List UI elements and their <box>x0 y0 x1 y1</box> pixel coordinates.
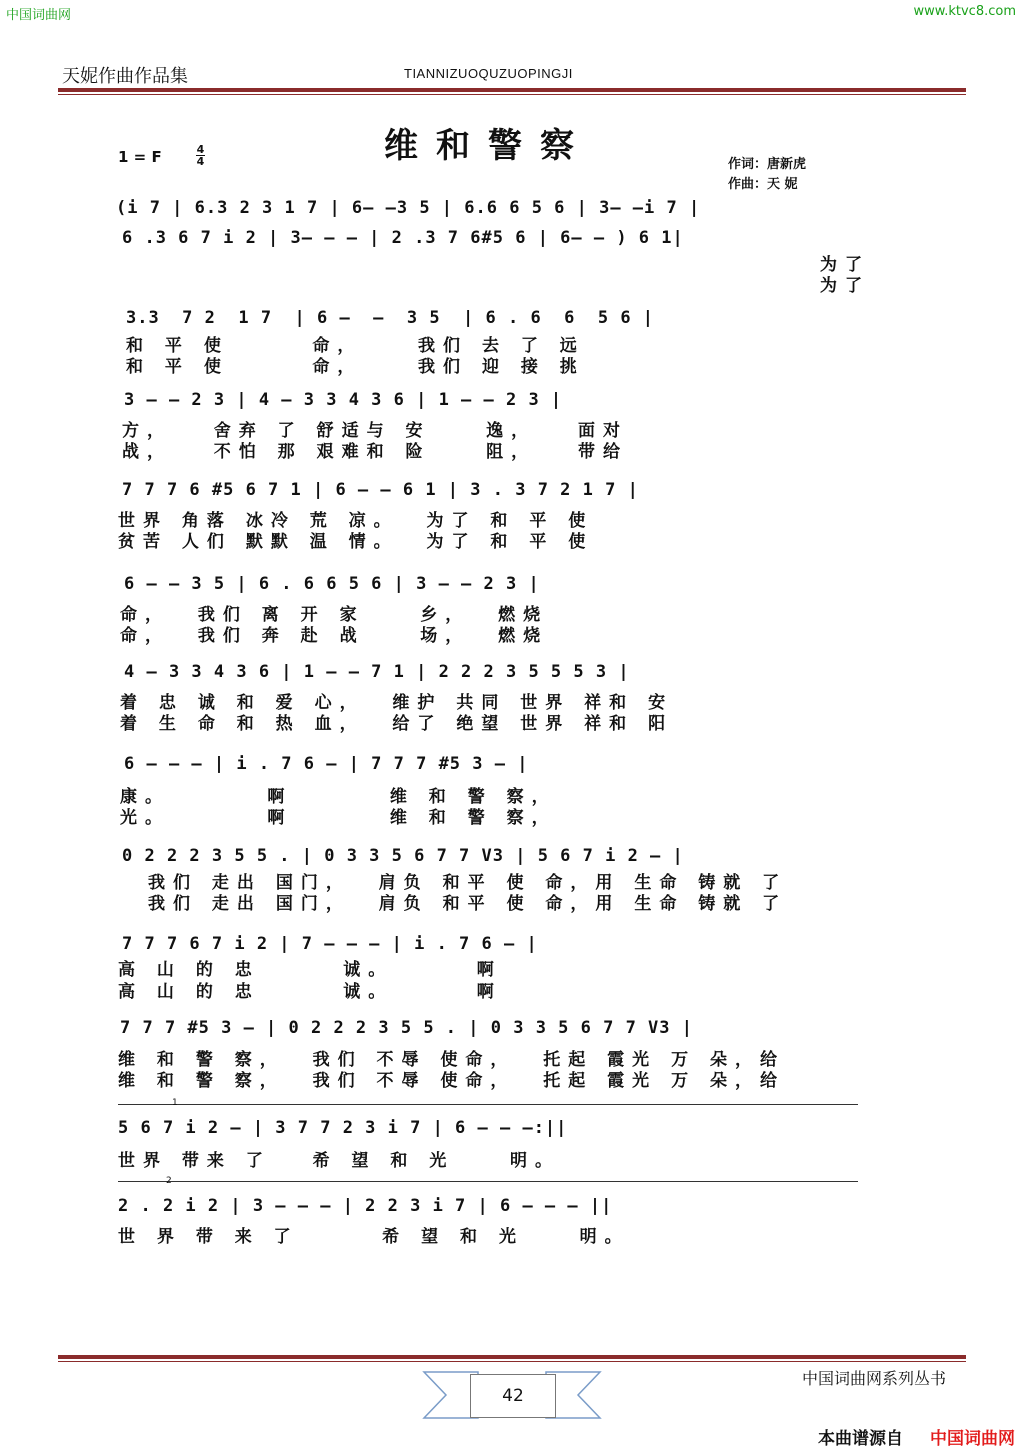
score-line-6-lyric-1: 命， 我们 离 开 家 乡， 燃烧 <box>120 605 549 625</box>
score-line-3-lyric-2: 和 平 使 命， 我们 迎 接 挑 <box>126 357 585 377</box>
footer-rule <box>58 1355 966 1359</box>
score-line-13-lyric-1: 世 界 带 来 了 希 望 和 光 明。 <box>118 1227 630 1247</box>
score-line-2-lyric-2: 为了 <box>820 276 870 296</box>
score-line-8-lyric-2: 光。 啊 维 和 警 察， <box>120 808 557 828</box>
header-rule-thin <box>58 94 966 95</box>
score-line-5-lyric-1: 世界 角落 冰冷 荒 凉。 为了 和 平 使 <box>118 511 594 531</box>
score-line-7-lyric-2: 着 生 命 和 热 血， 给了 绝望 世界 祥和 阳 <box>120 714 674 734</box>
score-line-4-lyric-2: 战， 不怕 那 艰难和 险 阻， 带给 <box>122 442 628 462</box>
score-line-5-lyric-2: 贫苦 人们 默默 温 情。 为了 和 平 使 <box>118 532 594 552</box>
score-line-7-notes: 4 — 3 3 4 3 6 | 1 — — 7 1 | 2 2 2 3 5 5 5 3 | <box>124 662 630 682</box>
score-line-12-lyric-1: 世界 带来 了 希 望 和 光 明。 <box>118 1151 561 1171</box>
watermark-right[interactable]: www.ktvc8.com <box>913 4 1016 19</box>
header-rule <box>58 88 966 92</box>
volta-1-number: 1 <box>172 1098 178 1108</box>
watermark-left[interactable]: 中国词曲网 <box>6 8 72 23</box>
score-line-2-lyric-1: 为了 <box>820 255 870 275</box>
composer-credit: 作曲：天 妮 <box>728 177 798 192</box>
score-line-11-lyric-1: 维 和 警 察， 我们 不辱 使命， 托起 霞光 万 朵，给 <box>118 1050 786 1070</box>
score-line-2-notes: 6 .3 6 7 i 2 | 3— — — | 2 .3 7 6#5 6 | 6— — ) 6 1| <box>122 228 684 248</box>
meter-bottom: 4 <box>196 155 205 168</box>
volta-1-bracket <box>118 1104 858 1105</box>
score-line-10-lyric-2: 高 山 的 忠 诚。 啊 <box>118 982 502 1002</box>
score-line-9-lyric-2: 我们 走出 国门， 肩负 和平 使 命，用 生命 铸就 了 <box>148 894 788 914</box>
footer-rule-thin <box>58 1361 966 1362</box>
meter-top: 4 <box>196 143 205 156</box>
book-pinyin: TIANNIZUOQUZUOPINGJI <box>404 66 573 81</box>
score-line-9-lyric-1: 我们 走出 国门， 肩负 和平 使 命，用 生命 铸就 了 <box>148 873 788 893</box>
score-line-3-notes: 3.3 7 2 1 7 | 6 — — 3 5 | 6 . 6 6 5 6 | <box>126 308 655 328</box>
score-line-11-lyric-2: 维 和 警 察， 我们 不辱 使命， 托起 霞光 万 朵，给 <box>118 1071 786 1091</box>
source-label: 本曲谱源自 <box>818 1429 903 1449</box>
lyricist-credit: 作词：唐新虎 <box>728 157 807 172</box>
score-line-10-notes: 7 7 7 6 7 i 2 | 7 — — — | i . 7 6 — | <box>122 934 538 954</box>
score-line-13-notes: 2 . 2 i 2 | 3 — — — | 2 2 3 i 7 | 6 — — — || <box>118 1196 613 1216</box>
score-line-6-lyric-2: 命， 我们 奔 赴 战 场， 燃烧 <box>120 626 549 646</box>
score-line-1-notes: (i 7 | 6.3 2 3 1 7 | 6— —3 5 | 6.6 6 5 6 | 3— —i 7 | <box>116 198 701 218</box>
score-line-3-lyric-1: 和 平 使 命， 我们 去 了 远 <box>126 336 585 356</box>
series-label: 中国词曲网系列丛书 <box>802 1369 947 1388</box>
score-line-12-notes: 5 6 7 i 2 — | 3 7 7 2 3 i 7 | 6 — — —:|| <box>118 1118 568 1138</box>
key-signature: 1 = F <box>118 148 162 166</box>
page-number: 42 <box>470 1374 556 1418</box>
song-title: 维和警察 <box>384 126 592 166</box>
score-line-7-lyric-1: 着 忠 诚 和 爱 心， 维护 共同 世界 祥和 安 <box>120 693 674 713</box>
score-line-8-lyric-1: 康。 啊 维 和 警 察， <box>120 787 557 807</box>
source-site-link[interactable]: 中国词曲网 <box>930 1429 1015 1449</box>
score-line-8-notes: 6 — — — | i . 7 6 — | 7 7 7 #5 3 — | <box>124 754 529 774</box>
score-line-4-lyric-1: 方， 舍弃 了 舒适与 安 逸， 面对 <box>122 421 628 441</box>
score-line-11-notes: 7 7 7 #5 3 — | 0 2 2 2 3 5 5 . | 0 3 3 5 6 7 7 V3 | <box>120 1018 693 1038</box>
score-line-5-notes: 7 7 7 6 #5 6 7 1 | 6 — — 6 1 | 3 . 3 7 2 1 7 | <box>122 480 639 500</box>
score-line-9-notes: 0 2 2 2 3 5 5 . | 0 3 3 5 6 7 7 V3 | 5 6 7 i 2 — | <box>122 846 684 866</box>
volta-2-bracket <box>118 1181 858 1182</box>
score-line-6-notes: 6 — — 3 5 | 6 . 6 6 5 6 | 3 — — 2 3 | <box>124 574 540 594</box>
score-line-4-notes: 3 — — 2 3 | 4 — 3 3 4 3 6 | 1 — — 2 3 | <box>124 390 563 410</box>
time-signature <box>196 144 205 167</box>
book-title: 天妮作曲作品集 <box>62 66 188 87</box>
score-line-10-lyric-1: 高 山 的 忠 诚。 啊 <box>118 960 502 980</box>
volta-2-number: 2 <box>166 1176 172 1186</box>
